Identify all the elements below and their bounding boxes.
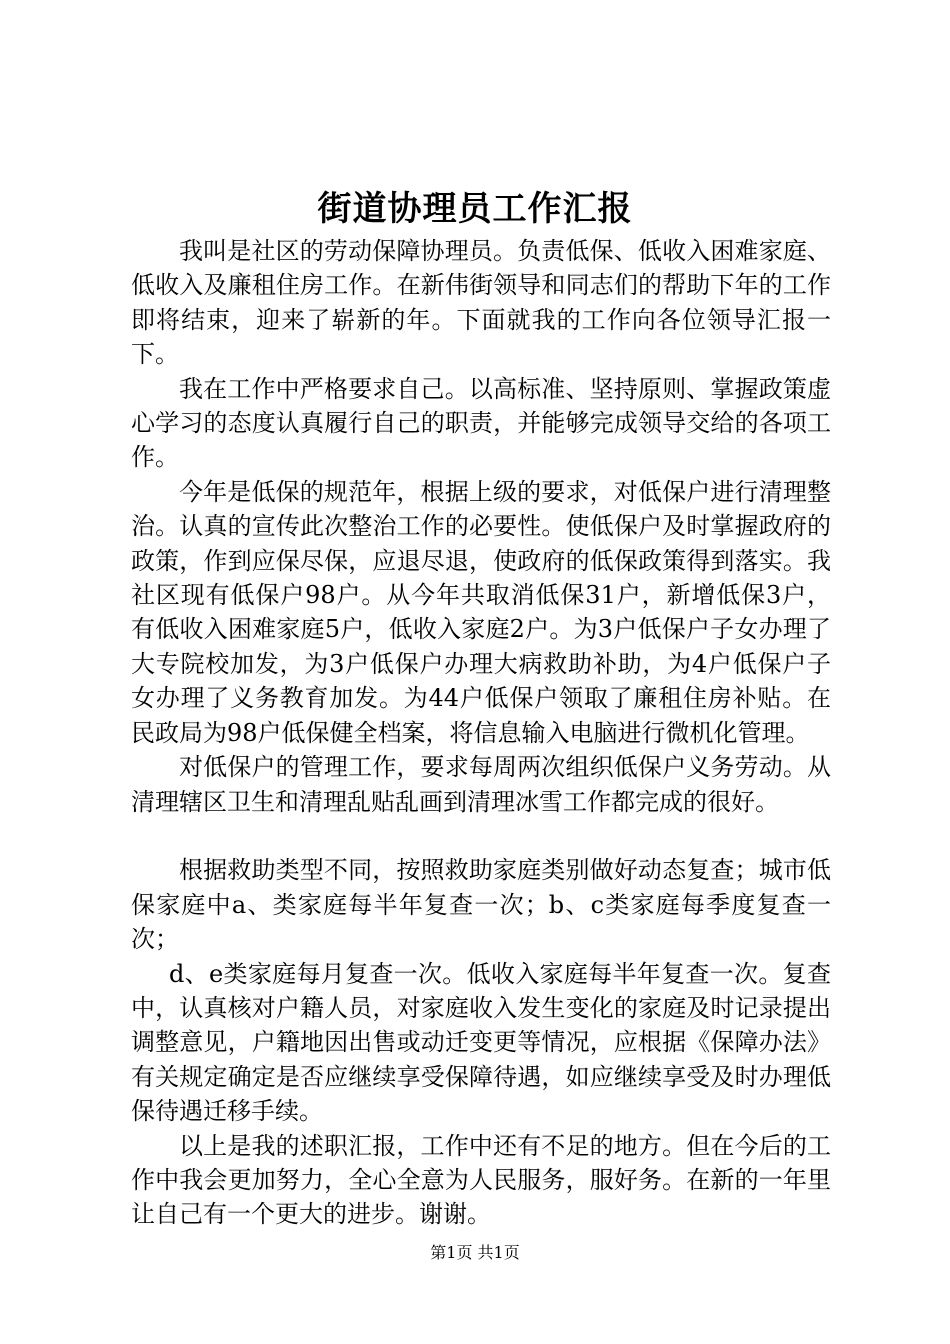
paragraph-low-income-rectification: 今年是低保的规范年，根据上级的要求，对低保户进行清理整治。认真的宣传此次整治工作的必要性。使低保户及时掌握政府的政策，作到应保尽保，应退尽退，使政府的低保政策得到落实。我社区现有低保户98户。从今年共取消低保31户，新增低保3户，有低收入困难家庭5户，低收入家庭2户。为3户低保户子女办理了大专院校加发，为3户低保户办理大病救助补助，为4户低保户子女办理了义务教育加发。为44户低保户领取了廉租住房补贴。在民政局为98户低保健全档案，将信息输入电脑进行微机化管理。	[131, 477, 831, 747]
paragraph-management: 对低保户的管理工作，要求每周两次组织低保户义务劳动。从清理辖区卫生和清理乱贴乱画到清理冰雪工作都完成的很好。	[131, 753, 831, 816]
paragraph-intro: 我叫是社区的劳动保障协理员。负责低保、低收入困难家庭、低收入及廉租住房工作。在新伟街领导和同志们的帮助下年的工作即将结束，迎来了崭新的年。下面就我的工作向各位领导汇报一下。	[131, 237, 831, 369]
document-body	[131, 234, 831, 1232]
page-footer: 第1页 共1页	[430, 1243, 520, 1262]
blank-line	[131, 819, 831, 853]
document-title: 街道协理员工作汇报	[317, 189, 633, 229]
paragraph-conclusion: 以上是我的述职汇报，工作中还有不足的地方。但在今后的工作中我会更加努力，全心全意为人民服务，服好务。在新的一年里让自己有一个更大的进步。谢谢。	[131, 1131, 831, 1229]
paragraph-review-details: d、e类家庭每月复查一次。低收入家庭每半年复查一次。复查中，认真核对户籍人员，对家庭收入发生变化的家庭及时记录提出调整意见，户籍地因出售或动迁变更等情况，应根据《保障办法》有关规定确定是否应继续享受保障待遇，如应继续享受及时办理低保待遇迁移手续。	[131, 959, 831, 1126]
paragraph-self-discipline: 我在工作中严格要求自己。以高标准、坚持原则、掌握政策虚心学习的态度认真履行自己的职责，并能够完成领导交给的各项工作。	[131, 374, 831, 472]
paragraph-review-types: 根据救助类型不同，按照救助家庭类别做好动态复查；城市低保家庭中a、类家庭每半年复查一次；b、c类家庭每季度复查一次；	[131, 856, 831, 954]
